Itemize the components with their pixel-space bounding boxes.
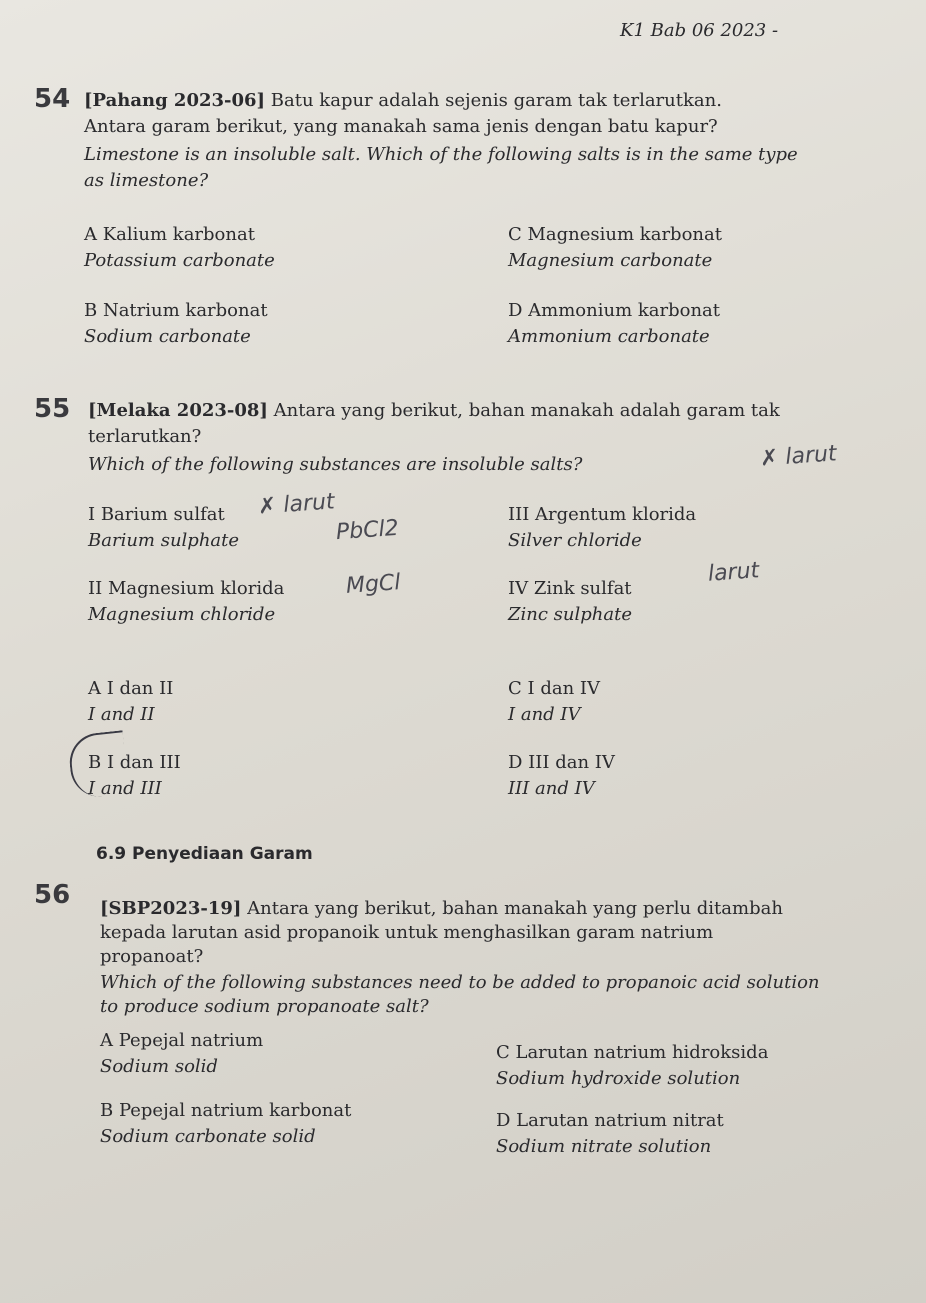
handwritten-note: MgCl [345, 570, 402, 599]
question-stem-ms: terlarutkan? [88, 426, 202, 447]
option-d[interactable]: D Larutan natrium nitrat Sodium nitrate solution [496, 1110, 724, 1157]
question-stem-ms: propanoat? [100, 946, 204, 967]
question-number: 56 [34, 880, 71, 910]
option-d[interactable]: D III dan IV III and IV [508, 752, 615, 799]
question-stem-ms: Antara garam berikut, yang manakah sama jenis dengan batu kapur? [84, 116, 718, 137]
question-number: 55 [34, 394, 71, 424]
option-a[interactable]: A I dan II I and II [88, 678, 174, 725]
option-b[interactable]: B Pepejal natrium karbonat Sodium carbonate solid [100, 1100, 352, 1147]
option-a[interactable]: A Pepejal natrium Sodium solid [100, 1030, 264, 1077]
statement-iii: III Argentum klorida Silver chloride [508, 504, 697, 551]
option-b[interactable]: B Natrium karbonat Sodium carbonate [84, 300, 268, 347]
option-b[interactable]: B I dan III I and III [88, 752, 181, 799]
question-number: 54 [34, 84, 71, 114]
page-header: K1 Bab 06 2023 - [620, 20, 779, 41]
question-source: [Pahang 2023-06] [84, 90, 266, 111]
handwritten-note: ✗ larut [257, 489, 336, 520]
option-c[interactable]: C I dan IV I and IV [508, 678, 601, 725]
question-stem-en: Which of the following substances are insoluble salts? [88, 454, 583, 475]
question-source: [SBP2023-19] [100, 898, 242, 919]
statement-ii: II Magnesium klorida Magnesium chloride [88, 578, 285, 625]
section-heading: 6.9 Penyediaan Garam [96, 844, 313, 864]
question-source: [Melaka 2023-08] [88, 400, 268, 421]
statement-iv: IV Zink sulfat Zinc sulphate [508, 578, 632, 625]
question-stem-en: as limestone? [84, 170, 209, 191]
option-c[interactable]: C Larutan natrium hidroksida Sodium hydroxide solution [496, 1042, 769, 1089]
question-stem-ms: [Pahang 2023-06] Batu kapur adalah sejenis garam tak terlarutkan. [84, 90, 722, 111]
question-stem-ms: kepada larutan asid propanoik untuk menghasilkan garam natrium [100, 922, 714, 943]
question-stem-en: Limestone is an insoluble salt. Which of the following salts is in the same type [84, 144, 798, 165]
question-stem-ms: [SBP2023-19] Antara yang berikut, bahan manakah yang perlu ditambah [100, 898, 783, 919]
question-stem-en: Which of the following substances need to be added to propanoic acid solution [100, 972, 820, 993]
handwritten-note: PbCl2 [335, 515, 400, 546]
option-d[interactable]: D Ammonium karbonat Ammonium carbonate [508, 300, 721, 347]
option-a[interactable]: A Kalium karbonat Potassium carbonate [84, 224, 275, 271]
statement-i: I Barium sulfat Barium sulphate [88, 504, 240, 551]
handwritten-note: larut [707, 558, 761, 587]
question-stem-en: to produce sodium propanoate salt? [100, 996, 429, 1017]
question-stem-ms: [Melaka 2023-08] Antara yang berikut, bahan manakah adalah garam tak [88, 400, 780, 421]
handwritten-note: ✗ larut [759, 441, 838, 472]
option-c[interactable]: C Magnesium karbonat Magnesium carbonate [508, 224, 722, 271]
